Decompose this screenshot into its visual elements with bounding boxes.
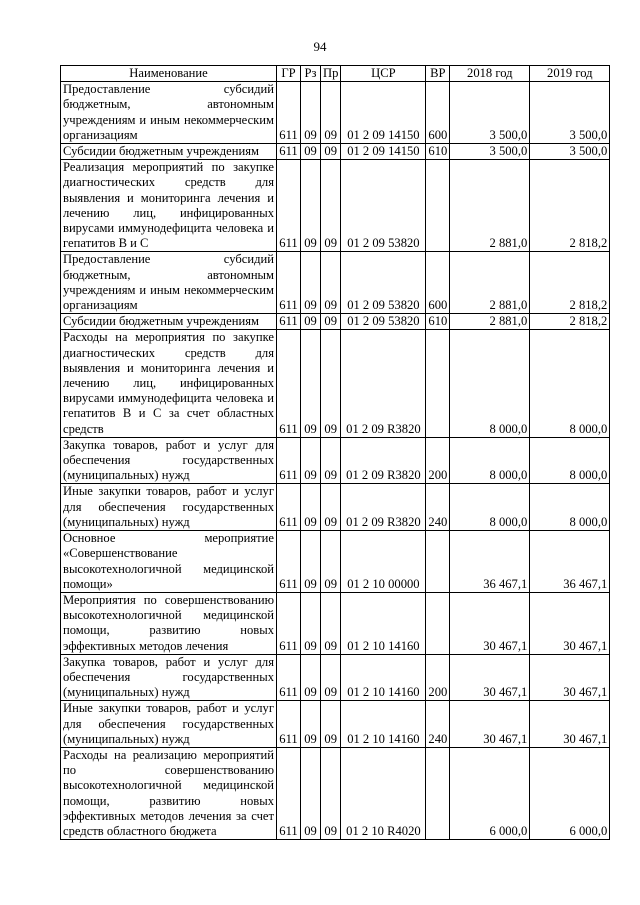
cell-name: Мероприятия по совершенствованию высокотехнологичной медицинской помощи, развитию новых эффективных методов лечения [61, 592, 277, 654]
cell-pr: 09 [321, 330, 341, 437]
cell-vr: 600 [426, 82, 450, 144]
cell-2018: 8 000,0 [450, 437, 530, 484]
table-header-row [61, 66, 610, 82]
cell-2019: 3 500,0 [530, 82, 610, 144]
table-row [61, 531, 610, 593]
cell-gr: 611 [277, 330, 301, 437]
cell-2019: 30 467,1 [530, 654, 610, 701]
cell-pr: 09 [321, 160, 341, 252]
cell-name: Предоставление субсидий бюджетным, автономным учреждениям и иным некоммерческим организациям [61, 252, 277, 314]
cell-2019: 8 000,0 [530, 330, 610, 437]
cell-2018: 30 467,1 [450, 654, 530, 701]
cell-2018: 36 467,1 [450, 531, 530, 593]
cell-name: Предоставление субсидий бюджетным, автономным учреждениям и иным некоммерческим организациям [61, 82, 277, 144]
cell-gr: 611 [277, 654, 301, 701]
cell-pr: 09 [321, 654, 341, 701]
table-row [61, 314, 610, 330]
cell-name: Закупка товаров, работ и услуг для обеспечения государственных (муниципальных) нужд [61, 437, 277, 484]
cell-2019: 36 467,1 [530, 531, 610, 593]
cell-rz: 09 [301, 160, 321, 252]
cell-gr: 611 [277, 82, 301, 144]
table-row [61, 592, 610, 654]
cell-gr: 611 [277, 484, 301, 531]
cell-rz: 09 [301, 484, 321, 531]
cell-csr: 01 2 10 14160 [341, 654, 426, 701]
cell-vr [426, 160, 450, 252]
cell-vr [426, 747, 450, 839]
cell-csr: 01 2 09 R3820 [341, 484, 426, 531]
cell-vr: 610 [426, 144, 450, 160]
cell-pr: 09 [321, 437, 341, 484]
cell-2018: 8 000,0 [450, 330, 530, 437]
cell-rz: 09 [301, 82, 321, 144]
cell-pr: 09 [321, 592, 341, 654]
cell-csr: 01 2 10 00000 [341, 531, 426, 593]
cell-gr: 611 [277, 160, 301, 252]
header-pr: Пр [321, 66, 341, 82]
cell-vr: 240 [426, 484, 450, 531]
table-row [61, 252, 610, 314]
cell-rz: 09 [301, 437, 321, 484]
cell-gr: 611 [277, 252, 301, 314]
header-vr: ВР [426, 66, 450, 82]
cell-csr: 01 2 10 14160 [341, 592, 426, 654]
cell-name: Иные закупки товаров, работ и услуг для обеспечения государственных (муниципальных) нужд [61, 484, 277, 531]
table-row [61, 747, 610, 839]
cell-rz: 09 [301, 747, 321, 839]
table-row [61, 160, 610, 252]
cell-gr: 611 [277, 701, 301, 748]
header-2018: 2018 год [450, 66, 530, 82]
cell-name: Расходы на мероприятия по закупке диагностических средств для выявления и мониторинга лечения и лечению лиц, инфицированных вирусами иммунодефицита человека и гепатитов В и С за счет областных средств [61, 330, 277, 437]
cell-2019: 2 818,2 [530, 314, 610, 330]
cell-2018: 2 881,0 [450, 160, 530, 252]
cell-vr [426, 592, 450, 654]
cell-csr: 01 2 10 R4020 [341, 747, 426, 839]
cell-rz: 09 [301, 144, 321, 160]
cell-2018: 30 467,1 [450, 592, 530, 654]
header-gr: ГР [277, 66, 301, 82]
cell-pr: 09 [321, 701, 341, 748]
header-2019: 2019 год [530, 66, 610, 82]
cell-2018: 2 881,0 [450, 314, 530, 330]
cell-2018: 30 467,1 [450, 701, 530, 748]
cell-csr: 01 2 09 53820 [341, 160, 426, 252]
cell-2019: 2 818,2 [530, 252, 610, 314]
cell-rz: 09 [301, 314, 321, 330]
cell-2019: 8 000,0 [530, 437, 610, 484]
cell-vr: 600 [426, 252, 450, 314]
cell-name: Реализация мероприятий по закупке диагностических средств для выявления и мониторинга лечения и лечению лиц, инфицированных вирусами иммунодефицита человека и гепатитов В и С [61, 160, 277, 252]
cell-csr: 01 2 09 14150 [341, 144, 426, 160]
cell-2019: 3 500,0 [530, 144, 610, 160]
cell-name: Закупка товаров, работ и услуг для обеспечения государственных (муниципальных) нужд [61, 654, 277, 701]
table-row [61, 144, 610, 160]
table-row [61, 484, 610, 531]
cell-vr: 240 [426, 701, 450, 748]
cell-pr: 09 [321, 314, 341, 330]
cell-vr: 200 [426, 437, 450, 484]
cell-pr: 09 [321, 747, 341, 839]
cell-pr: 09 [321, 144, 341, 160]
cell-pr: 09 [321, 252, 341, 314]
cell-vr: 200 [426, 654, 450, 701]
cell-2019: 2 818,2 [530, 160, 610, 252]
cell-name: Субсидии бюджетным учреждениям [61, 314, 277, 330]
table-row [61, 701, 610, 748]
cell-csr: 01 2 10 14160 [341, 701, 426, 748]
cell-2018: 6 000,0 [450, 747, 530, 839]
cell-name: Субсидии бюджетным учреждениям [61, 144, 277, 160]
cell-2019: 30 467,1 [530, 592, 610, 654]
cell-2018: 3 500,0 [450, 82, 530, 144]
cell-2018: 8 000,0 [450, 484, 530, 531]
cell-gr: 611 [277, 437, 301, 484]
cell-rz: 09 [301, 330, 321, 437]
cell-2019: 6 000,0 [530, 747, 610, 839]
table-row [61, 654, 610, 701]
table-row [61, 437, 610, 484]
budget-table [60, 65, 610, 840]
cell-gr: 611 [277, 144, 301, 160]
cell-gr: 611 [277, 314, 301, 330]
cell-csr: 01 2 09 53820 [341, 252, 426, 314]
cell-rz: 09 [301, 654, 321, 701]
header-csr: ЦСР [341, 66, 426, 82]
cell-vr [426, 330, 450, 437]
cell-pr: 09 [321, 531, 341, 593]
table-row [61, 82, 610, 144]
cell-csr: 01 2 09 R3820 [341, 437, 426, 484]
cell-name: Основное мероприятие «Совершенствование высокотехнологичной медицинской помощи» [61, 531, 277, 593]
cell-vr [426, 531, 450, 593]
cell-name: Расходы на реализацию мероприятий по совершенствованию высокотехнологичной медицинской помощи, развитию новых эффективных методов лечения за счет средств областного бюджета [61, 747, 277, 839]
cell-pr: 09 [321, 484, 341, 531]
cell-2019: 8 000,0 [530, 484, 610, 531]
cell-vr: 610 [426, 314, 450, 330]
cell-rz: 09 [301, 252, 321, 314]
cell-pr: 09 [321, 82, 341, 144]
cell-rz: 09 [301, 592, 321, 654]
cell-rz: 09 [301, 701, 321, 748]
cell-gr: 611 [277, 531, 301, 593]
cell-csr: 01 2 09 53820 [341, 314, 426, 330]
cell-2018: 3 500,0 [450, 144, 530, 160]
cell-name: Иные закупки товаров, работ и услуг для обеспечения государственных (муниципальных) нужд [61, 701, 277, 748]
cell-gr: 611 [277, 747, 301, 839]
table-body [61, 82, 610, 840]
header-rz: Рз [301, 66, 321, 82]
cell-csr: 01 2 09 14150 [341, 82, 426, 144]
cell-csr: 01 2 09 R3820 [341, 330, 426, 437]
cell-rz: 09 [301, 531, 321, 593]
table-row [61, 330, 610, 437]
cell-2019: 30 467,1 [530, 701, 610, 748]
cell-gr: 611 [277, 592, 301, 654]
page-number: 94 [313, 39, 327, 54]
header-name: Наименование [61, 66, 277, 82]
cell-2018: 2 881,0 [450, 252, 530, 314]
